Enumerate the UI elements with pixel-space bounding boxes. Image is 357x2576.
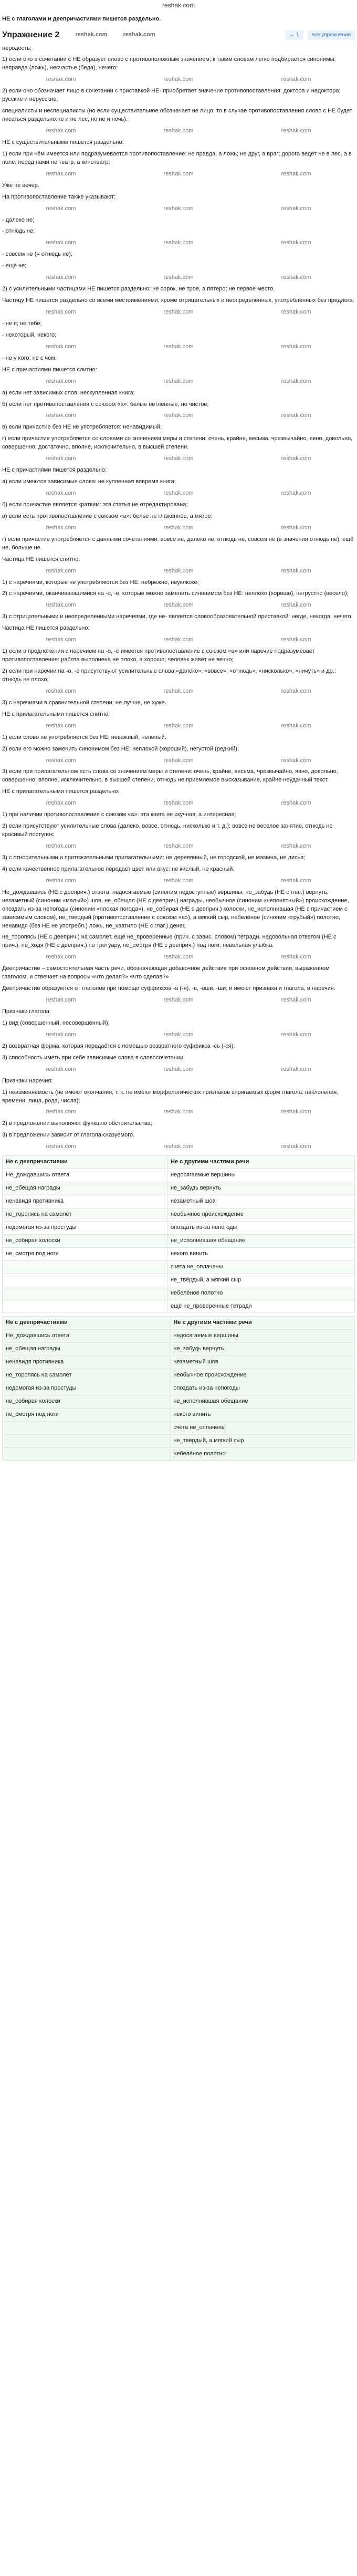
watermark: reshak.com — [46, 309, 76, 316]
watermark-row — [2, 601, 355, 610]
watermark: reshak.com — [46, 239, 76, 246]
paragraph: 1) вид (совершенный, несовершенный); — [2, 1019, 110, 1026]
table-cell: Не_дождавшись ответа — [3, 1330, 170, 1343]
table-cell: не_исполнившая обещание — [167, 1234, 354, 1247]
paragraph: 2) с усилительными частицами НЕ пишется раздельно: не сорок, не трое, а пятеро; не первое место. — [2, 286, 275, 293]
watermark: reshak.com — [163, 274, 194, 281]
paragraph: Признаки глагола: — [2, 1008, 51, 1015]
watermark: reshak.com — [46, 412, 76, 419]
paragraph: 2) в предложении выполняют функцию обстоятельства; — [2, 1120, 152, 1127]
paragraph: 3) с наречиями в сравнительной степени: не лучше, не хуже. — [2, 699, 166, 706]
table-row — [3, 1260, 355, 1274]
watermark: reshak.com — [281, 205, 311, 212]
table-row — [3, 1434, 355, 1447]
paragraph: неродость; — [2, 45, 32, 51]
paragraph: 1) с наречиями, которые не употребляются без НЕ: небрежно, неуклюже; — [2, 579, 199, 586]
watermark: reshak.com — [46, 205, 76, 212]
site-url[interactable]: reshak.com — [162, 2, 195, 9]
watermark: reshak.com — [46, 800, 76, 807]
table-cell: не_собирая колоски — [3, 1234, 167, 1247]
paragraph: Не_дождавшись (НЕ с дееприч.) ответа, недосягаемые (синоним недоступные) вершины, не_забудь (НЕ с глаг.) вернуть, незаметный (синоним «малый») шов, не_обещая (НЕ с дееприч.) награды, необычное (синоним «непонятный») происхождение, опоздать из-за непогоды (синоним «плохая погода»), не_собирая (НЕ с дееприч.) колоски, не_исполнившая (НЕ с причастием с зависимым словом), не_твердый (противопоставление с союзом «а»), а мягкий сыр, небелёное (синоним «грубый») полотно, ненавидя (без НЕ не употребл.) ложь, не_хватило (НЕ с глаг.) денег, — [2, 889, 349, 929]
table-row — [3, 1287, 355, 1300]
watermark: reshak.com — [163, 343, 194, 350]
exercise-body — [2, 45, 355, 1152]
watermark: reshak.com — [281, 843, 311, 850]
watermark-row — [2, 636, 355, 644]
table-row — [3, 1221, 355, 1234]
watermark-row — [2, 239, 355, 247]
watermark: reshak.com — [46, 524, 76, 531]
intro-rule: НЕ с глаголами и деепричастиями пишется раздельно. — [2, 16, 161, 23]
watermark: reshak.com — [281, 722, 311, 729]
paragraph: 2) с наречиями, оканчивающимися на -о, -е, которые можно заменить синонимом без НЕ: неплохо (хорошо), негрустно (весело); — [2, 590, 349, 597]
watermark-row — [2, 877, 355, 885]
watermark: reshak.com — [46, 757, 76, 764]
paragraph: - не я; не тебе; — [2, 320, 42, 327]
answer-table — [2, 1155, 355, 1313]
watermark-row — [2, 412, 355, 420]
all-exercises-button[interactable]: все упражнения — [308, 30, 355, 40]
watermark: reshak.com — [281, 309, 311, 316]
watermark: reshak.com — [281, 412, 311, 419]
table-header-row — [3, 1156, 355, 1169]
paragraph: НЕ с причастиями пишется слитно: — [2, 366, 97, 373]
watermark-row — [2, 489, 355, 498]
paragraph: не_торопясь (НЕ с дееприч.) на самолёт, ещё не_проверенные (прич. с завис. словом) тетради, недовольная ответом (НЕ с прич.), не_ходя (НЕ с дееприч.) по тротуару, не_смотря (НЕ с дееприч.) под ноги, невольная улыбка. — [2, 934, 337, 949]
table-row — [3, 1247, 355, 1260]
paragraph: 1) если в предложении с наречием на -о, -е имеется противопоставление с союзом «а» или наречие подразумевает противопоставление: работа выполнена не плохо, а хорошо; человек живёт не вечно; — [2, 648, 315, 663]
paragraph: 3) если при прилагательном есть слова со значением меры и степени: очень, крайне, весьма, чрезвычайно, явно, довольно, совершенно, вполне, исключительно, в высшей степени, отнюдь не приемлемое высказывание, крайне неудачный текст. — [2, 768, 338, 784]
paragraph: На противопоставление также указывают: — [2, 193, 116, 200]
prev-exercise-button[interactable]: ← 1 — [285, 30, 303, 40]
watermark: reshak.com — [163, 412, 194, 419]
watermark: reshak.com — [281, 524, 311, 531]
table-cell: опоздать из-за непогоды — [170, 1382, 355, 1395]
watermark: reshak.com — [281, 170, 311, 177]
table-cell: небелёное полотно — [167, 1287, 354, 1300]
watermark-row — [2, 567, 355, 576]
watermark-row — [2, 378, 355, 386]
table-cell — [3, 1447, 170, 1461]
watermark: reshak.com — [281, 1031, 311, 1038]
table-cell: не_смотря под ноги — [3, 1409, 170, 1422]
table-header-cell: Не с другими частями речи — [167, 1156, 354, 1169]
watermark: reshak.com — [46, 602, 76, 609]
watermark-row — [2, 343, 355, 351]
watermark: reshak.com — [163, 76, 194, 83]
watermark: reshak.com — [163, 170, 194, 177]
paragraph: Деепричастие образуются от глаголов при помощи суффиксов -а (-я), -в, -вши, -ши; и имеют признаки и глагола, и наречия. — [2, 985, 335, 992]
watermark: reshak.com — [46, 637, 76, 643]
paragraph: Частица НЕ пишется слитно: — [2, 556, 80, 562]
table-cell: недомогая из-за простуды — [3, 1382, 170, 1395]
paragraph: НЕ с прилагательными пишется раздельно: — [2, 788, 120, 795]
watermark: reshak.com — [46, 170, 76, 177]
watermark: reshak.com — [46, 877, 76, 884]
paragraph: г) если причастие употребляется со словами со значением меры и степени: очень, крайне, весьма, чрезвычайно, явно, довольно, совершенно, достаточно, вполне, исключительно, в высшей степени. — [2, 435, 353, 451]
paragraph: 3) с отрицательными и неопределенными наречиями, где не- является словообразовательной приставкой: негде, некогда, нечего. — [2, 613, 353, 620]
watermark: reshak.com — [163, 205, 194, 212]
watermark-row — [2, 722, 355, 731]
table-cell: не_торопясь на самолёт — [3, 1369, 170, 1382]
watermark: reshak.com — [281, 274, 311, 281]
table-row — [3, 1330, 355, 1343]
table-header-cell: Не с другими частями речи — [170, 1317, 355, 1330]
table-cell: ненавидя противника — [3, 1195, 167, 1208]
watermark: reshak.com — [163, 637, 194, 643]
table-row — [3, 1395, 355, 1409]
table-cell: некого винить — [167, 1247, 354, 1260]
table-row — [3, 1421, 355, 1434]
table-row — [3, 1169, 355, 1182]
watermark-row — [2, 842, 355, 851]
table-header-row — [3, 1317, 355, 1330]
table-row — [3, 1274, 355, 1287]
paragraph: б) если причастие является кратким: эта статья не отредактирована; — [2, 501, 188, 508]
watermark: reshak.com — [281, 997, 311, 1004]
watermark-row — [2, 757, 355, 765]
watermark-row — [2, 455, 355, 463]
watermark: reshak.com — [46, 1109, 76, 1115]
table-cell: недомогая из-за простуды — [3, 1221, 167, 1234]
paragraph: в) если причастие без НЕ не употребляется: ненавидимый; — [2, 424, 162, 431]
paragraph: г) если причастие употребляется с данными сочетаниями: вовсе не, далеко не, отнюдь не, совсем не (в значении отнюдь не), ещё не, больше не. — [2, 536, 354, 551]
watermark: reshak.com — [46, 997, 76, 1004]
watermark: reshak.com — [46, 687, 76, 694]
watermark: reshak.com — [281, 757, 311, 764]
table-row — [3, 1234, 355, 1247]
paragraph: 2) если при наречии на -о, -е присутствуют усилительные слова «далеко», «вовсе», «отнюдь», «нисколько», «ничуть» и др.: отнюдь не плохо; — [2, 668, 336, 683]
watermark: reshak.com — [281, 128, 311, 134]
paragraph: НЕ с прилагательными пишется слитно: — [2, 711, 110, 717]
table-cell: не_собирая колоски — [3, 1395, 170, 1409]
watermark: reshak.com — [163, 309, 194, 316]
watermark: reshak.com — [281, 567, 311, 574]
paragraph: 1) если оно в сочетании с НЕ образует слово с противоположным значением; к таким словам легко подбирается синонимы: неправда (ложь), несчастье (беда), нечего; — [2, 56, 336, 71]
watermark-row — [2, 687, 355, 696]
watermark: reshak.com — [163, 378, 194, 384]
watermark: reshak.com — [163, 239, 194, 246]
watermark: reshak.com — [46, 490, 76, 497]
paragraph: 2) если его можно заменить синонимом без НЕ: неплохой (хороший), негустой (редкий); — [2, 745, 239, 752]
watermark: reshak.com — [46, 1031, 76, 1038]
table-cell: не_забудь вернуть — [167, 1182, 354, 1195]
table-cell — [3, 1434, 170, 1447]
table-cell: опоздать из-за непогоды — [167, 1221, 354, 1234]
table-cell: необычное происхождение — [167, 1208, 354, 1221]
table-cell: не_смотря под ноги — [3, 1247, 167, 1260]
watermark-row — [2, 308, 355, 317]
watermark: reshak.com — [281, 343, 311, 350]
page-content — [0, 15, 357, 1461]
paragraph: - некоторый, некого; — [2, 331, 57, 338]
paragraph: 2) если оно обозначает лицо в сочетании с приставкой НЕ- приобретает значение противопоставления: доктора и недоктора; русские и нерусские, — [2, 88, 341, 103]
watermark: reshak.com — [163, 1143, 194, 1150]
table-cell: ненавидя противника — [3, 1356, 170, 1369]
paragraph: а) если имеются зависимые слова: не купленная вовремя книга; — [2, 478, 176, 485]
watermark: reshak.com — [281, 378, 311, 384]
watermark-row — [2, 1143, 355, 1151]
watermark-row — [2, 953, 355, 962]
watermark: reshak.com — [163, 567, 194, 574]
table-cell: ещё не_проверенные тетради — [167, 1300, 354, 1313]
watermark-row — [2, 205, 355, 213]
table-row — [3, 1195, 355, 1208]
table-cell: не_забудь вернуть — [170, 1343, 355, 1356]
paragraph: 1) неизменяемость (не имеют окончания, т. к. не имеют морфологических признаков спрягаемых форм глагола: наклонения, времени, лица, рода, числа); — [2, 1089, 339, 1104]
watermark-row — [2, 799, 355, 808]
table-header-cell: Не с деепричастиями — [3, 1317, 170, 1330]
watermark: reshak.com — [281, 455, 311, 462]
table-cell — [3, 1287, 167, 1300]
paragraph: а) если нет зависимых слов: нескупленная книга; — [2, 389, 135, 396]
watermark: reshak.com — [281, 1109, 311, 1115]
paragraph: НЕ с существительными пишется раздельно: — [2, 139, 124, 145]
watermark-row — [2, 1066, 355, 1074]
watermark: reshak.com — [163, 524, 194, 531]
table-row — [3, 1182, 355, 1195]
watermark: reshak.com — [281, 602, 311, 609]
table-cell — [3, 1260, 167, 1274]
paragraph: Деепричастие – самостоятельная часть речи, обозначающая добавочное действие при основном действии, выраженном глаголом, и отвечает на вопросы «что делая?» «что сделав?» — [2, 965, 330, 981]
watermark: reshak.com — [163, 800, 194, 807]
watermark: reshak.com — [46, 274, 76, 281]
watermark: reshak.com — [46, 954, 76, 961]
watermark: reshak.com — [123, 31, 155, 38]
paragraph: - отнюдь не; — [2, 228, 35, 235]
table-cell — [3, 1300, 167, 1313]
watermark: reshak.com — [163, 722, 194, 729]
table-cell: необычное происхождение — [170, 1369, 355, 1382]
exercise-header — [2, 29, 355, 41]
paragraph: Признаки наречия: — [2, 1077, 53, 1084]
table-row — [3, 1409, 355, 1422]
table-cell: не_торопясь на самолёт — [3, 1208, 167, 1221]
watermark: reshak.com — [281, 954, 311, 961]
table-cell: счета не_оплачены — [167, 1260, 354, 1274]
watermark: reshak.com — [46, 1143, 76, 1150]
paragraph: б) если нет противопоставления с союзом «а»: белые нетленные, но чистое; — [2, 401, 209, 408]
watermark: reshak.com — [281, 239, 311, 246]
watermark-row — [2, 170, 355, 179]
paragraph: 1) если при нём имеется или подразумевается противопоставление: не правда, а ложь; не друг, а враг; дорога ведёт не в лес, а в поле; перед нами не театр, а кинотеатр; — [2, 150, 352, 165]
watermark: reshak.com — [46, 1066, 76, 1072]
watermark: reshak.com — [281, 687, 311, 694]
watermark: reshak.com — [46, 843, 76, 850]
paragraph: Уже не вечер. — [2, 182, 39, 189]
watermark: reshak.com — [281, 490, 311, 497]
paragraph: 2) возвратная форма, которая передаётся с помощью возвратного суффикса -сь (-ся); — [2, 1042, 235, 1049]
watermark-row — [2, 524, 355, 533]
watermark: reshak.com — [163, 843, 194, 850]
paragraph: 3) с относительными и притяжательными прилагательными: не деревянный, не городской, не мамина, не лисья; — [2, 854, 306, 861]
table-cell: счета не_оплачены — [170, 1421, 355, 1434]
watermark: reshak.com — [163, 954, 194, 961]
watermark: reshak.com — [163, 997, 194, 1004]
watermark: reshak.com — [281, 1143, 311, 1150]
paragraph: 1) при наличии противопоставления с союзом «а»: эта книга не скучная, а интересная; — [2, 811, 236, 818]
table-cell: не_исполнившая обещание — [170, 1395, 355, 1409]
watermark-row — [2, 996, 355, 1005]
paragraph: 1) если слово не употребляется без НЕ: неважный, нелепый; — [2, 734, 166, 741]
paragraph: 2) если присутствуют усилительные слова (далеко, вовсе, отнюдь, нисколько и т. д.): вовсе не веселое занятие, отнюдь не красивый поступок; — [2, 823, 333, 838]
paragraph: 3) способность иметь при себе зависимые слова в словосочетании. — [2, 1054, 185, 1061]
watermark: reshak.com — [281, 800, 311, 807]
watermark-row — [2, 274, 355, 282]
table-cell: не_обещая награды — [3, 1182, 167, 1195]
table-row — [3, 1356, 355, 1369]
table-cell: некого винить — [170, 1409, 355, 1422]
table-cell: небелёное полотно — [170, 1447, 355, 1461]
paragraph: 3) в предложении зависит от глагола-сказуемого. — [2, 1132, 135, 1139]
table-row — [3, 1382, 355, 1395]
watermark: reshak.com — [163, 1031, 194, 1038]
watermark: reshak.com — [163, 757, 194, 764]
watermark: reshak.com — [75, 31, 108, 38]
paragraph: специалисты и неспециалисты (но если существительное обозначает не лицо, то в случае противопоставления слово с НЕ будет писаться раздельно:не и не лес, но не и ночь). — [2, 108, 352, 123]
table-cell: недосягаемые вершины — [167, 1169, 354, 1182]
watermark: reshak.com — [281, 76, 311, 83]
watermark: reshak.com — [163, 128, 194, 134]
table-cell: не_обещая награды — [3, 1343, 170, 1356]
paragraph: - ещё не; — [2, 263, 27, 269]
table-cell: не_твёрдый, а мягкий сыр — [167, 1274, 354, 1287]
paragraph: - совсем не (= отнюдь не); — [2, 251, 72, 258]
watermark: reshak.com — [163, 687, 194, 694]
paragraph: - не у кого; не с чем. — [2, 354, 57, 361]
table-cell: незаметный шов — [167, 1195, 354, 1208]
watermark: reshak.com — [163, 877, 194, 884]
watermark: reshak.com — [46, 567, 76, 574]
watermark: reshak.com — [46, 76, 76, 83]
paragraph: 4) если качественное прилагательное передает цвет или вкус: не кислый, не красный. — [2, 865, 235, 872]
watermark-row — [2, 1031, 355, 1039]
answer-table-final — [2, 1316, 355, 1461]
table-cell — [3, 1421, 170, 1434]
watermark: reshak.com — [163, 602, 194, 609]
watermark: reshak.com — [163, 1109, 194, 1115]
watermark-row — [2, 76, 355, 84]
table-row — [3, 1447, 355, 1461]
table-row — [3, 1343, 355, 1356]
table-row — [3, 1300, 355, 1313]
table-cell: не_твёрдый, а мягкий сыр — [170, 1434, 355, 1447]
exercise-title: Упражнение 2 — [2, 30, 60, 40]
table-cell: незаметный шов — [170, 1356, 355, 1369]
paragraph: в) если есть противопоставление с союзом «а»: белье не глаженное, а мятое; — [2, 513, 213, 519]
table-cell: недосягаемые вершины — [170, 1330, 355, 1343]
table-row — [3, 1208, 355, 1221]
paragraph: Частица НЕ пишется раздельно: — [2, 625, 90, 632]
watermark: reshak.com — [46, 455, 76, 462]
watermark: reshak.com — [163, 1066, 194, 1072]
watermark: reshak.com — [46, 722, 76, 729]
table-row — [3, 1369, 355, 1382]
table-cell: Не_дождавшись ответа — [3, 1169, 167, 1182]
watermark: reshak.com — [281, 637, 311, 643]
watermark-row — [2, 1108, 355, 1117]
watermark: reshak.com — [281, 877, 311, 884]
watermark: reshak.com — [281, 1066, 311, 1072]
table-cell — [3, 1274, 167, 1287]
paragraph: Частицу НЕ пишется раздельно со всеми местоимениями, кроме отрицательных и неопределённых, употреблённых без предлога: — [2, 297, 354, 304]
table-header-cell: Не с деепричастиями — [3, 1156, 167, 1169]
watermark: reshak.com — [46, 343, 76, 350]
watermark: reshak.com — [163, 455, 194, 462]
paragraph: - далеко не; — [2, 216, 35, 223]
watermark: reshak.com — [46, 378, 76, 384]
paragraph: НЕ с причастиями пишется раздельно: — [2, 467, 107, 474]
watermark: reshak.com — [163, 490, 194, 497]
watermark: reshak.com — [46, 128, 76, 134]
watermark-row — [2, 127, 355, 135]
